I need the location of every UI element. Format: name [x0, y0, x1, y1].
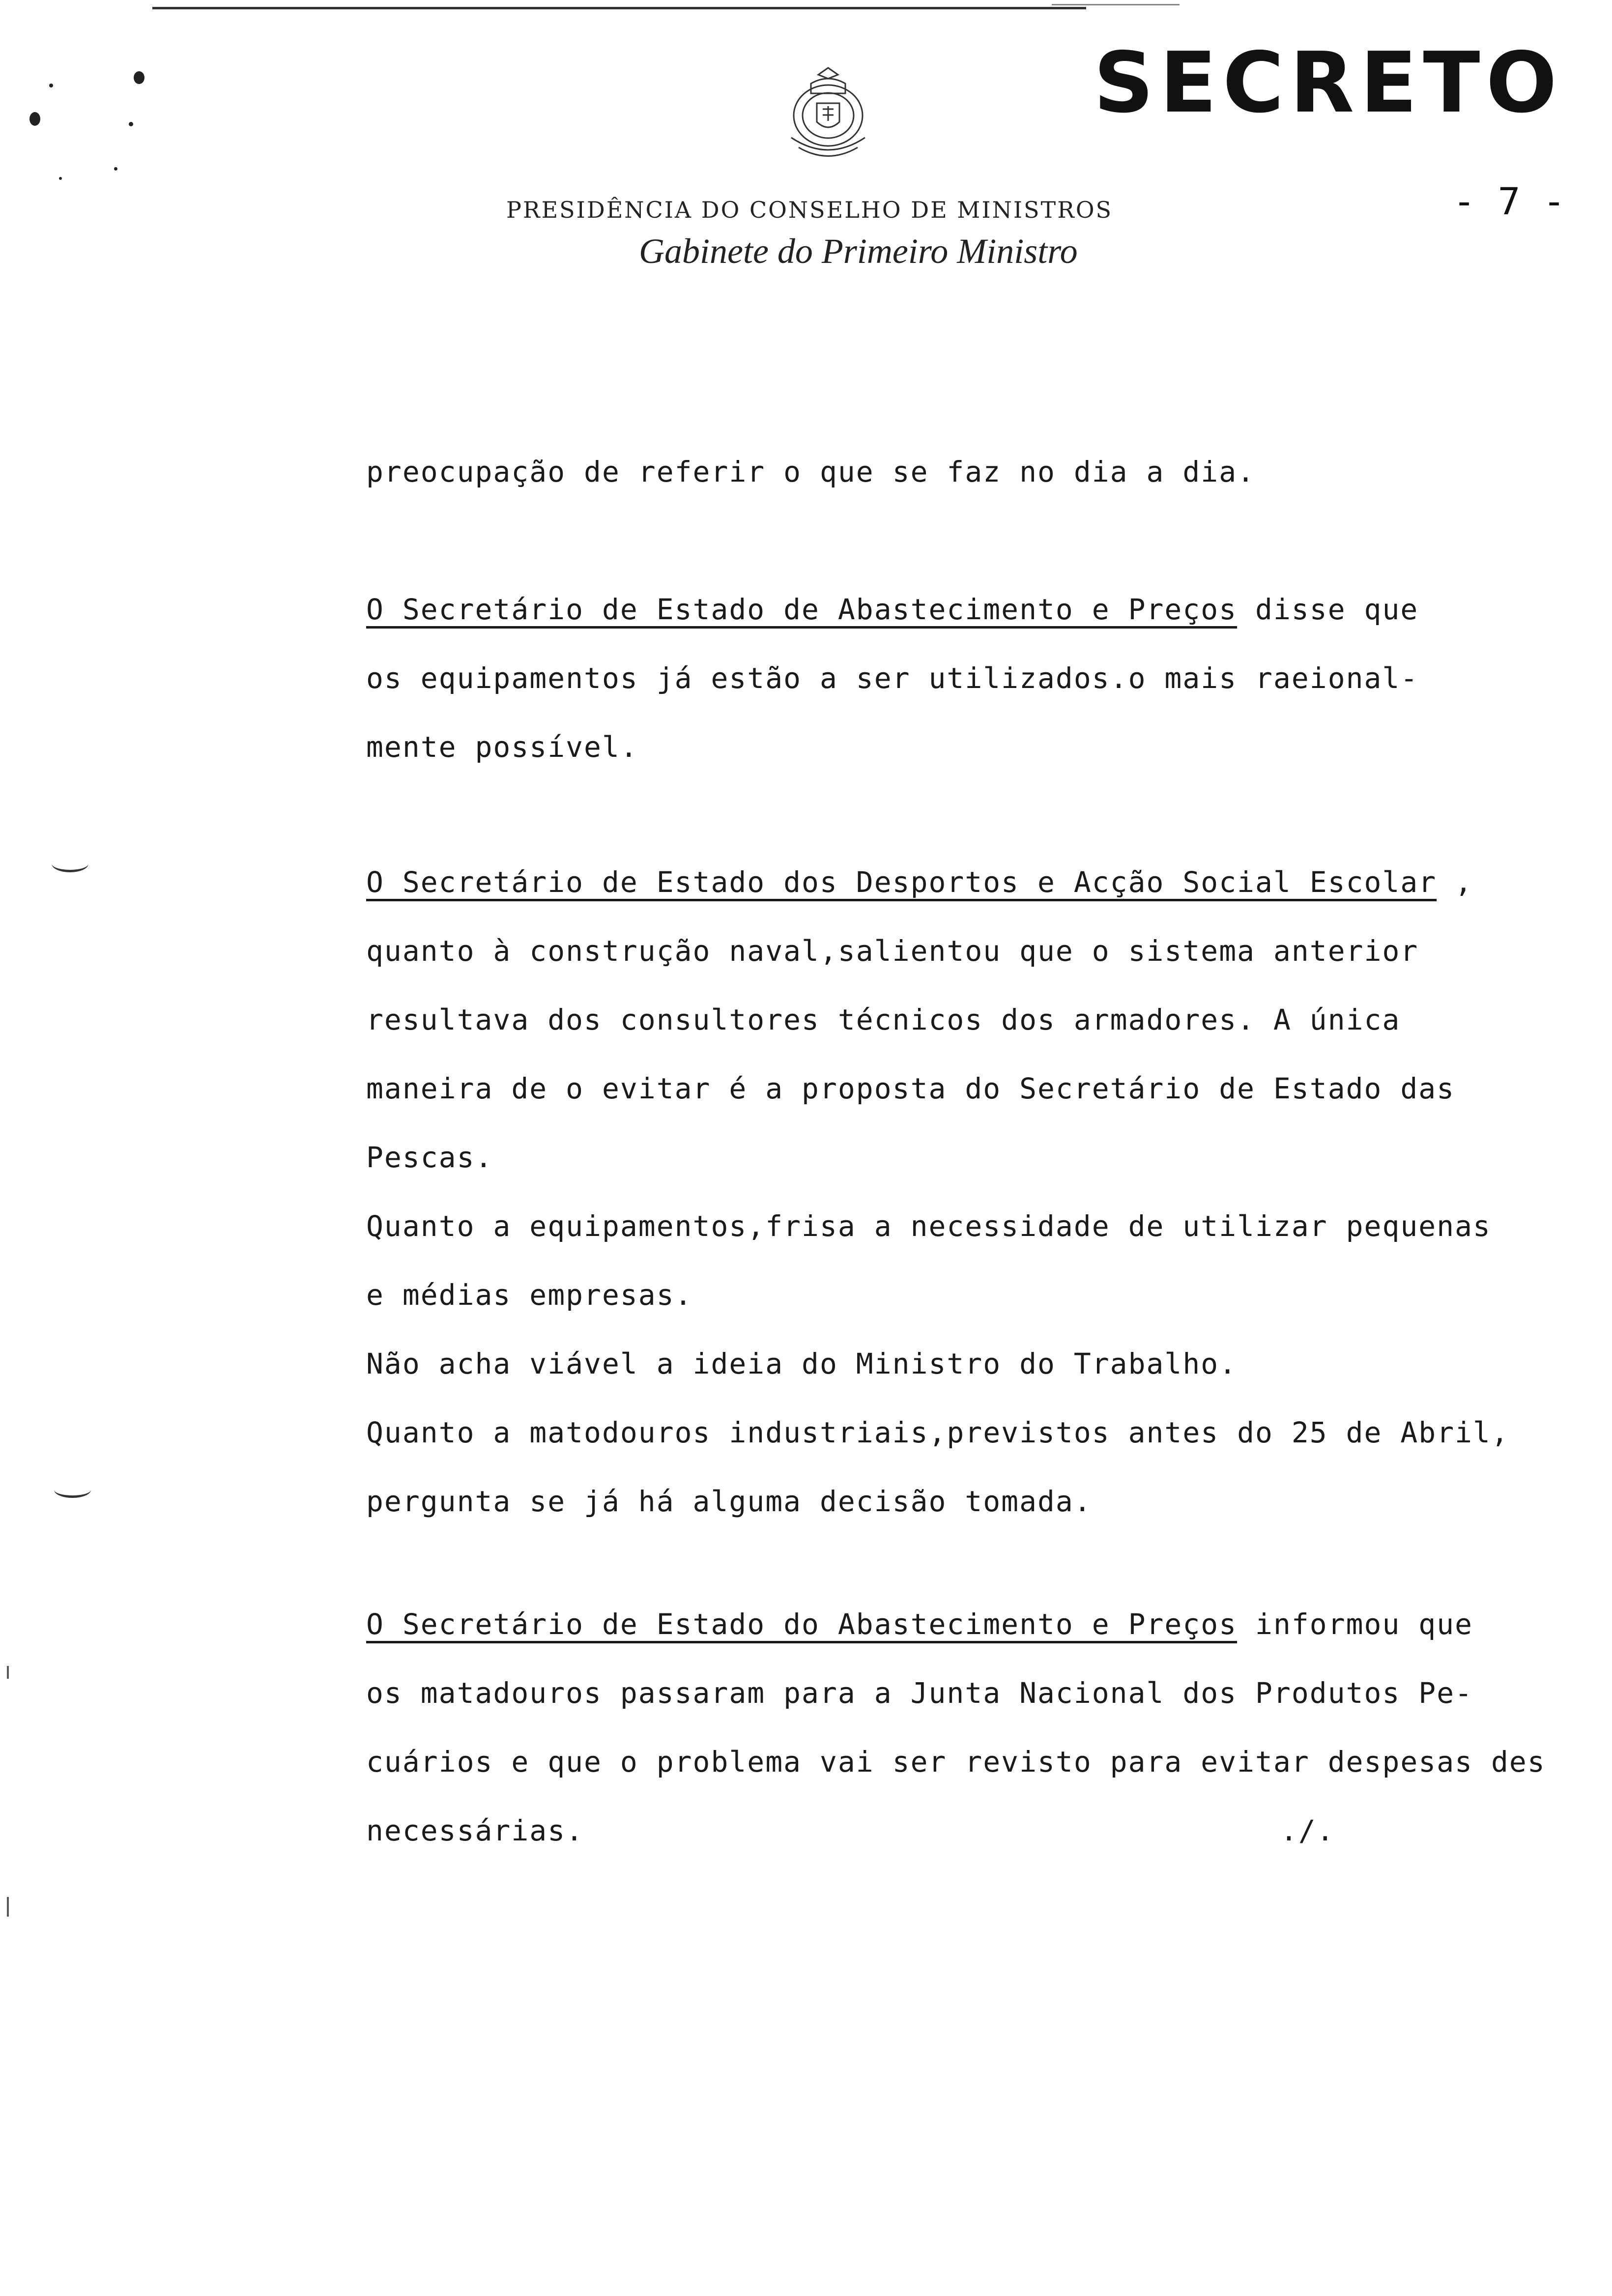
text-line: os matadouros passaram para a Junta Nacional dos Produtos Pe- [366, 1676, 1473, 1710]
text-line: resultava dos consultores técnicos dos armadores. A única [366, 1003, 1401, 1036]
text-line: Quanto a equipamentos,frisa a necessidade de utilizar pequenas [366, 1209, 1491, 1243]
margin-mark [52, 855, 88, 872]
speaker-verb: informou que [1237, 1607, 1473, 1641]
punch-hole-mark [29, 112, 40, 126]
scan-speck [59, 177, 62, 180]
coat-of-arms-icon [772, 64, 885, 167]
text-line [366, 575, 1497, 644]
top-rule [152, 7, 1086, 9]
paragraph-1 [366, 437, 1497, 506]
text-line [366, 1590, 1497, 1659]
text-line: quanto à construção naval,salientou que o sistema anterior [366, 934, 1419, 968]
text-line: mente possível. [366, 730, 638, 764]
margin-tick [7, 1666, 9, 1679]
text-line: Não acha viável a ideia do Ministro do Trabalho. [366, 1347, 1238, 1380]
letterhead-institution: PRESIDÊNCIA DO CONSELHO DE MINISTROS [506, 197, 1113, 223]
paragraph-2 [366, 575, 1497, 781]
letterhead-office: Gabinete do Primeiro Ministro [639, 231, 1078, 271]
text-line: maneira de o evitar é a proposta do Secretário de Estado das [366, 1072, 1455, 1105]
scan-speck [49, 84, 53, 87]
text-line [366, 848, 1497, 917]
scan-speck [114, 167, 117, 171]
margin-tick [7, 1897, 9, 1917]
text-line: cuários e que o problema vai ser revisto para evitar despesas des [366, 1745, 1546, 1779]
text-line: e médias empresas. [366, 1278, 693, 1312]
top-rule-secondary [1052, 4, 1180, 5]
classification-stamp: SECRETO [1094, 34, 1563, 132]
text-line: Quanto a matodouros industriais,previstos antes do 25 de Abril, [366, 1416, 1509, 1449]
margin-mark [54, 1482, 91, 1498]
speaker-verb: disse que [1237, 593, 1419, 626]
end-mark: ./. [1280, 1814, 1335, 1847]
text-line: Pescas. [366, 1141, 493, 1174]
text-line: preocupação de referir o que se faz no dia a dia. [366, 455, 1256, 488]
paragraph-4 [366, 1590, 1546, 1865]
text-line: os equipamentos já estão a ser utilizados.o mais raeional- [366, 661, 1419, 695]
text-line: pergunta se já há alguma decisão tomada. [366, 1485, 1092, 1518]
speaker-verb: , [1437, 865, 1473, 899]
text-line [366, 1796, 1497, 1865]
speaker-name: O Secretário de Estado de Abastecimento e Preços [366, 593, 1238, 626]
paragraph-3 [366, 848, 1509, 1536]
text-line-content: necessárias. [366, 1814, 584, 1847]
speaker-name: O Secretário de Estado dos Desportos e Acção Social Escolar [366, 865, 1437, 899]
scan-speck [129, 122, 133, 126]
page-number: - 7 - [1453, 179, 1565, 223]
speaker-name: O Secretário de Estado do Abastecimento e Preços [366, 1607, 1238, 1641]
punch-hole-mark [134, 71, 144, 84]
